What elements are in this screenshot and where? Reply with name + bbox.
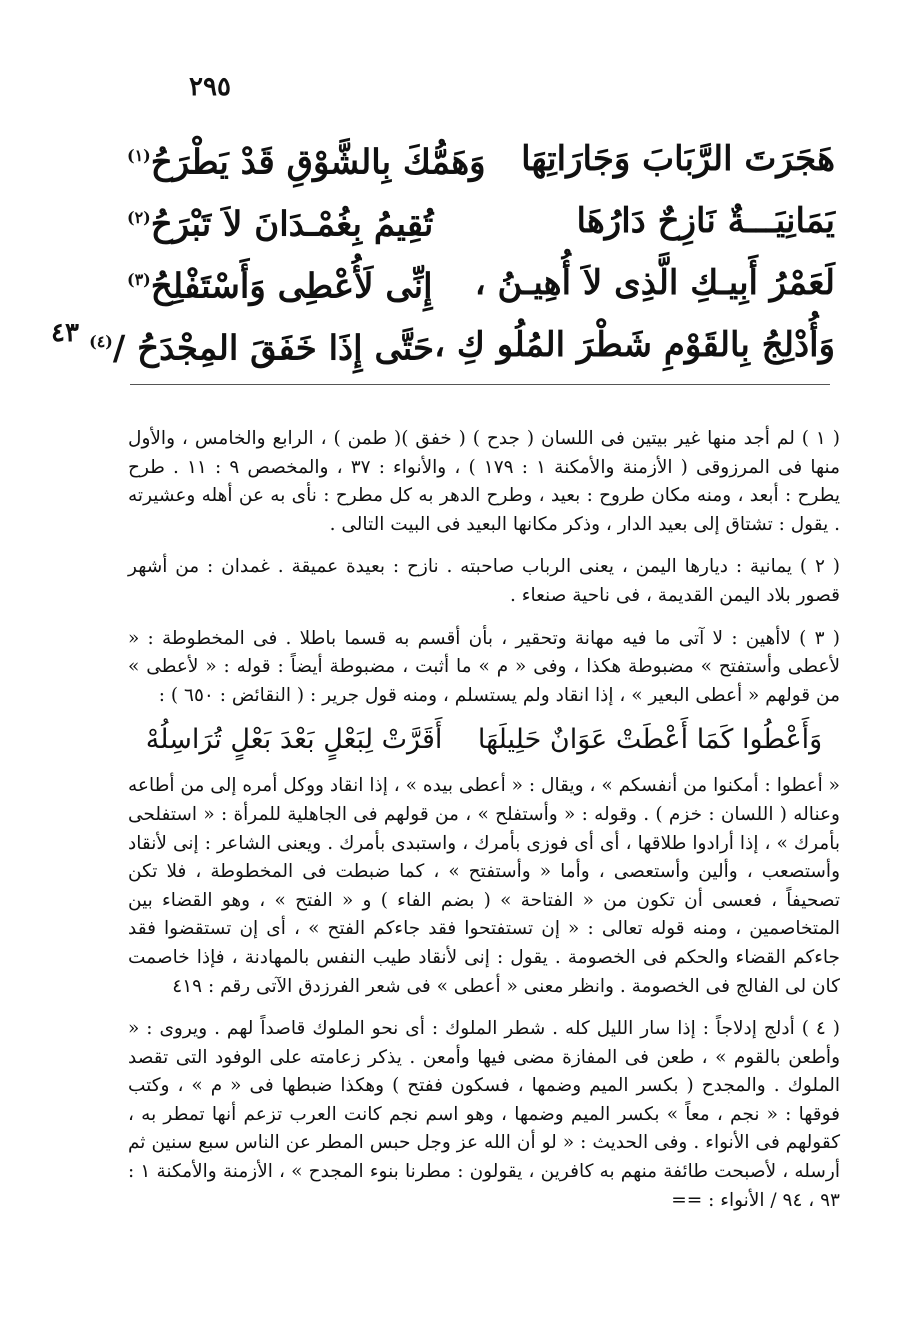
footnote-marker: (٤)	[89, 331, 113, 351]
verse-second-hemistich: إِنِّى لَأُعْطِى وَأَسْتَفْلِحُ$^{(٣)}$	[127, 266, 433, 307]
footnote-2	[128, 553, 840, 610]
footnote-marker: (٢)	[127, 207, 151, 227]
footnotes	[128, 425, 840, 1215]
margin-reference-number: ٤٣	[51, 318, 79, 348]
footnote-4	[128, 1015, 840, 1215]
verse-second-hemistich: وَهَمُّكَ بِالشَّوْقِ قَدْ يَطْرَحُ$^{(١)}$	[127, 142, 486, 183]
verse-line	[125, 128, 835, 190]
verse-second-hemistich: تُقِيمُ بِغُمْـدَانَ لاَ تَبْرَحُ$^{(٢)}$	[127, 204, 434, 245]
page-number: ٢٩٥	[189, 72, 231, 102]
footnote-text: ( ٣ ) لاأهين : لا آتى ما فيه مهانة وتحقير ، بأن أقسم به قسما باطلا . فى المخطوطة : « لأعطى وأستفتح » مضبوطة هكذا ، وفى « م » ما أثبت ، مضبوطة أيضاً : قوله : « لأعطى » من قولهم « أعطى البعير » ، إذا انقاد ولم يستسلم ، ومنه قول جرير : ( النقائض : ٦٥٠ ) :	[128, 627, 840, 706]
footnote-text-continued: « أعطوا : أمكنوا من أنفسكم » ، ويقال : « أعطى بيده » ، إذا انقاد ووكل أمره إلى من أطاعه وعناله ( اللسان : خزم ) . وقوله : « وأستفلح » ، من قولهم فى الجاهلية للمرأة : « استفلحى بأمرك » ، إذا أرادوا طلاقها ، أى أى فوزى بأمرك ، واستبدى بأمرك . ويعنى الشاعر : إنى لأنقاد وأستصعب ، وألين وأستعصى ، وأما « وأستفتح » ، كما ضبطت فى المخطوطة ، فلا تكن تصحيفاً ، فعسى أن تكون من « الفتاحة » ( بضم الفاء ) و « الفتح » ، وهو القضاء بين المتخاصمين ، ومنه قوله تعالى : « إن تستفتحوا فقد جاءكم الفتح » ، أى إن تستقضوا فقد جاءكم القضاء والحكم فى الخصومة . يقول : إنى لأنقاد طيب النفس بالمهادنة ، فإذا خاصمت كان لى الفالج فى الخصومة . وانظر معنى « أعطى » فى شعر الفرزدق الآتى رقم : ٤١٩	[128, 775, 840, 997]
quoted-verse	[128, 712, 840, 768]
verse-line	[125, 252, 835, 314]
footnote-text: ( ١ ) لم أجد منها غير بيتين فى اللسان ( جدح ) ( خفق )( طمن ) ، الرابع والخامس ، والأول منها فى المرزوقى ( الأزمنة والأمكنة ١ : ١٧٩ ) ، والأنواء : ٣٧ ، والمخصص ٩ : ١١ . طرح يطرح : أبعد ، ومنه مكان طروح : بعيد ، وطرح الدهر به كل مطرح : نأى به عن أهله وعشيرته . يقول : تشتاق إلى بعيد الدار ، وذكر مكانها البعيد فى البيت التالى .	[128, 428, 841, 535]
verse-first-hemistich: لَعَمْرُ أَبِيـكِ الَّذِى لاَ أُهِيـنُ ،	[474, 263, 835, 303]
verse-first-hemistich: يَمَانِيَـــةٌ نَازِحٌ دَارُهَا	[576, 201, 835, 241]
footnote-marker: (٣)	[127, 269, 151, 289]
verse-first-hemistich: هَجَرَتَ الرَّبَابَ وَجَارَاتِهَا	[521, 139, 835, 179]
footnote-3	[128, 625, 840, 1002]
poem-verses	[89, 128, 835, 376]
verse-first-hemistich: وَأُدْلِجُ بِالقَوْمِ شَطْرَ المُلُو كِ ،	[434, 325, 835, 365]
footnote-marker: (١)	[127, 145, 151, 165]
footnote-text: ( ٤ ) أدلج إدلاجاً : إذا سار الليل كله . شطر الملوك : أى نحو الملوك قاصداً لهم . ويروى : « وأطعن بالقوم » ، طعن فى المفازة مضى فيها وأمعن . يذكر زعامته على الوفود التى تقصد الملوك . والمجدح ( بكسر الميم وضمها ، فسكون ففتح ) وهكذا ضبطها فى « م » ، وكتب فوقها : « نجم ، معاً » بكسر الميم وضمها ، وهو اسم نجم كانت العرب تزعم أنها تمطر به ، كقولهم فى الأنواء . وفى الحديث : « لو أن الله عز وجل حبس المطر عن الناس سبع سنين ثم أرسله ، لأصبحت طائفة منهم به كافرين ، يقولون : مطرنا بنوء المجدح » ، الأزمنة والأمكنة ١ : ٩٣ ، ٩٤ / الأنواء : ==	[128, 1018, 840, 1211]
footnote-divider	[130, 384, 830, 385]
verse-line	[89, 314, 835, 376]
verse-line	[125, 190, 835, 252]
quoted-verse-second-hemistich: أَقَرَّتْ لِبَعْلٍ بَعْدَ بَعْلٍ تُرَاسِلُهْ	[145, 724, 443, 756]
footnote-text: ( ٢ ) يمانية : ديارها اليمن ، يعنى الرباب صاحبته . نازح : بعيدة عميقة . غمدان : من أشهر قصور بلاد اليمن القديمة ، فى ناحية صنعاء .	[128, 556, 840, 606]
verse-second-hemistich: حَتَّى إِذَا خَفَقَ المِجْدَحُ /$^{(٤)}$	[89, 328, 435, 369]
footnote-1	[128, 425, 840, 539]
quoted-verse-first-hemistich: وَأَعْطُوا كَمَا أَعْطَتْ عَوَانٌ حَلِيلَهَا	[477, 724, 823, 756]
